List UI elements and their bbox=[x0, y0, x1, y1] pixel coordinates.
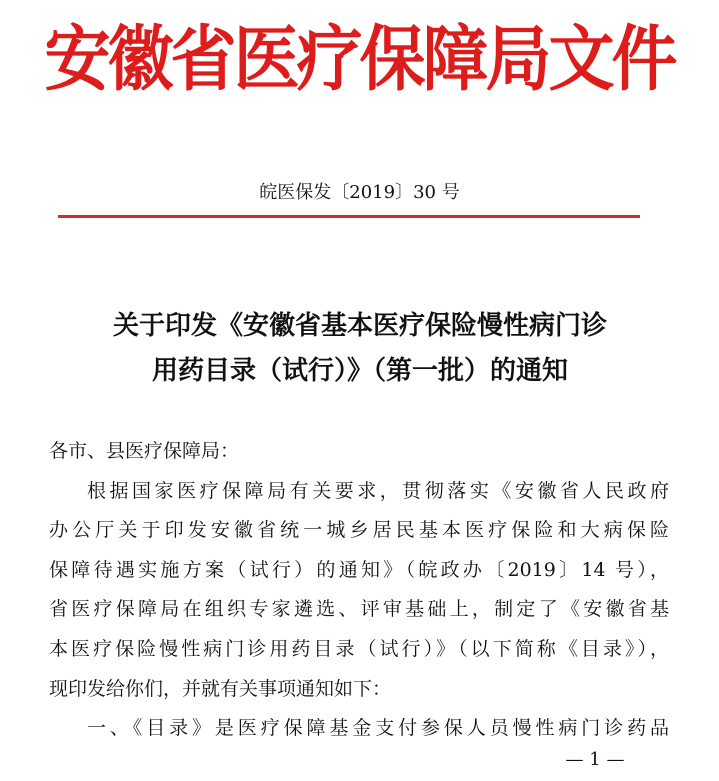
body-line: 保障待遇实施方案（试行）的通知》（皖政办〔2019〕14 号）， bbox=[49, 558, 669, 581]
body-text bbox=[49, 432, 669, 749]
body-line: 办公厅关于印发安徽省统一城乡居民基本医疗保险和大病保险 bbox=[49, 519, 669, 542]
body-line: 现印发给你们，并就有关事项通知如下： bbox=[49, 677, 392, 700]
notice-title-line-1: 关于印发《安徽省基本医疗保险慢性病门诊 bbox=[112, 311, 607, 341]
notice-title bbox=[40, 304, 680, 394]
body-line: 根据国家医疗保障局有关要求，贯彻落实《安徽省人民政府 bbox=[87, 479, 669, 502]
notice-title-line-2: 用药目录（试行）》（第一批）的通知 bbox=[151, 356, 568, 386]
masthead-title: 安徽省医疗保障局文件 bbox=[44, 17, 675, 101]
salutation: 各市、县医疗保障局： bbox=[49, 440, 240, 462]
red-divider-rule bbox=[58, 215, 640, 218]
page-number: — 1 — bbox=[565, 749, 625, 770]
body-line: 一、《目录》是医疗保障基金支付参保人员慢性病门诊药品 bbox=[87, 717, 669, 740]
document-number: 皖医保发〔2019〕30 号 bbox=[259, 182, 460, 203]
body-line: 省医疗保障局在组织专家遴选、评审基础上，制定了《安徽省基 bbox=[49, 598, 669, 621]
body-line: 本医疗保险慢性病门诊用药目录（试行）》（以下简称《目录》）， bbox=[49, 637, 669, 660]
